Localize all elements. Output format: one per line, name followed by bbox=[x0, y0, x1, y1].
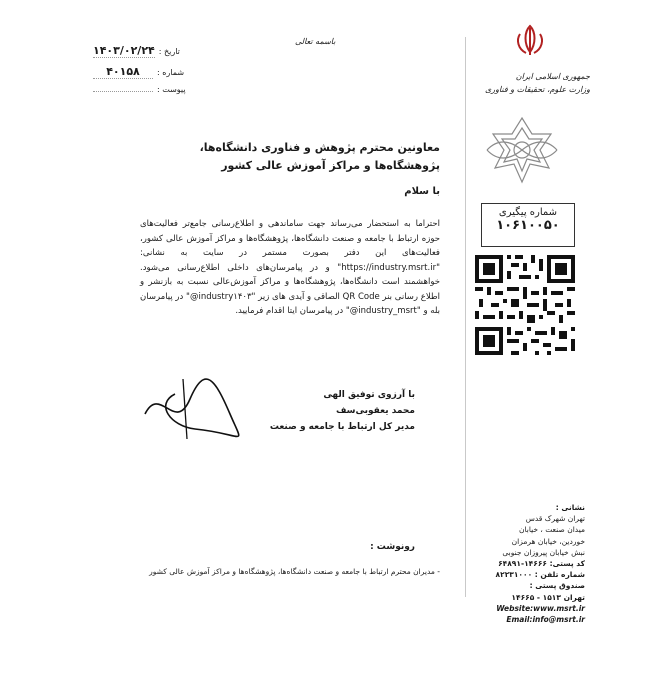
letter-page bbox=[55, 22, 600, 662]
letter-body: احتراما به استحضار می‌رساند جهت ساماندهی و اطلاع‌رسانی جامع‌تر فعالیت‌های حوزه ارتباط با جامعه و صنعت دانشگاه‌ها، پژوهشگاه‌ها و مراکز آموزش عالی کشور، فعالیت‌های این دفتر بصورت مستمر در سایت به نشانی: "https://industry.msrt.ir" و در پیامرسان‌های داخلی اطلاع‌رسانی می‌شود. خواهشمند است دانشگاه‌ها، پژوهشگاه‌ها و مراکز آموزش‌عالی نسبت به بازنشر و اطلاع رسانی بنر QR Code الصاقی و آیدی های زیر "industry۱۴۰۳@" در پیامرسان بله و "industry_msrt@" در پیامرسان ایتا اقدام فرمایید. bbox=[140, 219, 441, 316]
address-line: میدان صنعت ، خیابان bbox=[518, 525, 585, 535]
website[interactable]: Website:www.msrt.ir bbox=[496, 603, 585, 613]
address-line: نبش خیابان پیروزان جنوبی bbox=[502, 547, 585, 557]
org-line1: جمهوری اسلامی ایران bbox=[515, 72, 590, 81]
address-block bbox=[460, 502, 585, 625]
number-row bbox=[93, 65, 184, 79]
date-row bbox=[93, 44, 180, 58]
signature-line1: با آرزوی توفیق الهی bbox=[323, 390, 415, 400]
date-value: ۱۴۰۳/۰۲/۲۴ bbox=[93, 44, 155, 57]
po-box-label: صندوق پستی : bbox=[529, 581, 585, 591]
phone-number: شماره تلفن : ۸۲۲۳۱۰۰۰ bbox=[495, 570, 585, 580]
handwritten-signature bbox=[135, 374, 255, 444]
tracking-number: ۱۰۶۱۰۰۵۰ bbox=[496, 218, 560, 233]
cc-label: رونوشت : bbox=[370, 542, 415, 552]
signature-title: مدیر کل ارتباط با جامعه و صنعت bbox=[269, 422, 415, 432]
attachment-row bbox=[93, 85, 186, 94]
attachment-label: پیوست : bbox=[157, 85, 186, 94]
email[interactable]: Email:info@msrt.ir bbox=[506, 615, 585, 625]
tracking-label: شماره پیگیری bbox=[498, 207, 558, 218]
org-line2: وزارت علوم، تحقیقات و فناوری bbox=[485, 85, 590, 94]
address-line: خوردین، خیابان هرمزان bbox=[511, 536, 585, 546]
attachment-value bbox=[93, 91, 153, 92]
postal-code: کد پستی: ۱۴۶۶۶-۶۴۸۹۱ bbox=[498, 559, 585, 569]
motto: باسمه تعالی bbox=[295, 37, 336, 46]
ministry-header bbox=[470, 70, 590, 96]
signature-block bbox=[270, 387, 415, 435]
iran-emblem-icon bbox=[510, 22, 550, 60]
greeting: با سلام bbox=[404, 186, 440, 197]
number-label: شماره : bbox=[157, 68, 185, 77]
signature-name: محمد یعقوبی‌سف bbox=[335, 406, 415, 416]
letter-title: معاونین محترم پژوهش و فناوری دانشگاه‌ها، پژوهشگاه‌ها و مراکز آموزش عالی کشور bbox=[199, 141, 440, 172]
cc-item: - مدیران محترم ارتباط با جامعه و صنعت دانشگاه‌ها، پژوهشگاه‌ها و مراکز آموزش عالی کشور bbox=[149, 567, 440, 576]
date-label: تاریخ : bbox=[158, 47, 180, 56]
qr-code-icon bbox=[475, 255, 575, 355]
address-line: تهران شهرک قدس bbox=[525, 514, 585, 524]
islamic-ornament-icon bbox=[477, 114, 567, 194]
address-label: نشانی : bbox=[555, 503, 585, 512]
tracking-box bbox=[481, 203, 575, 247]
number-value: ۴۰۱۵۸ bbox=[93, 65, 153, 79]
po-box-value: تهران ۱۵۱۳ - ۱۴۶۶۵ bbox=[511, 592, 585, 602]
